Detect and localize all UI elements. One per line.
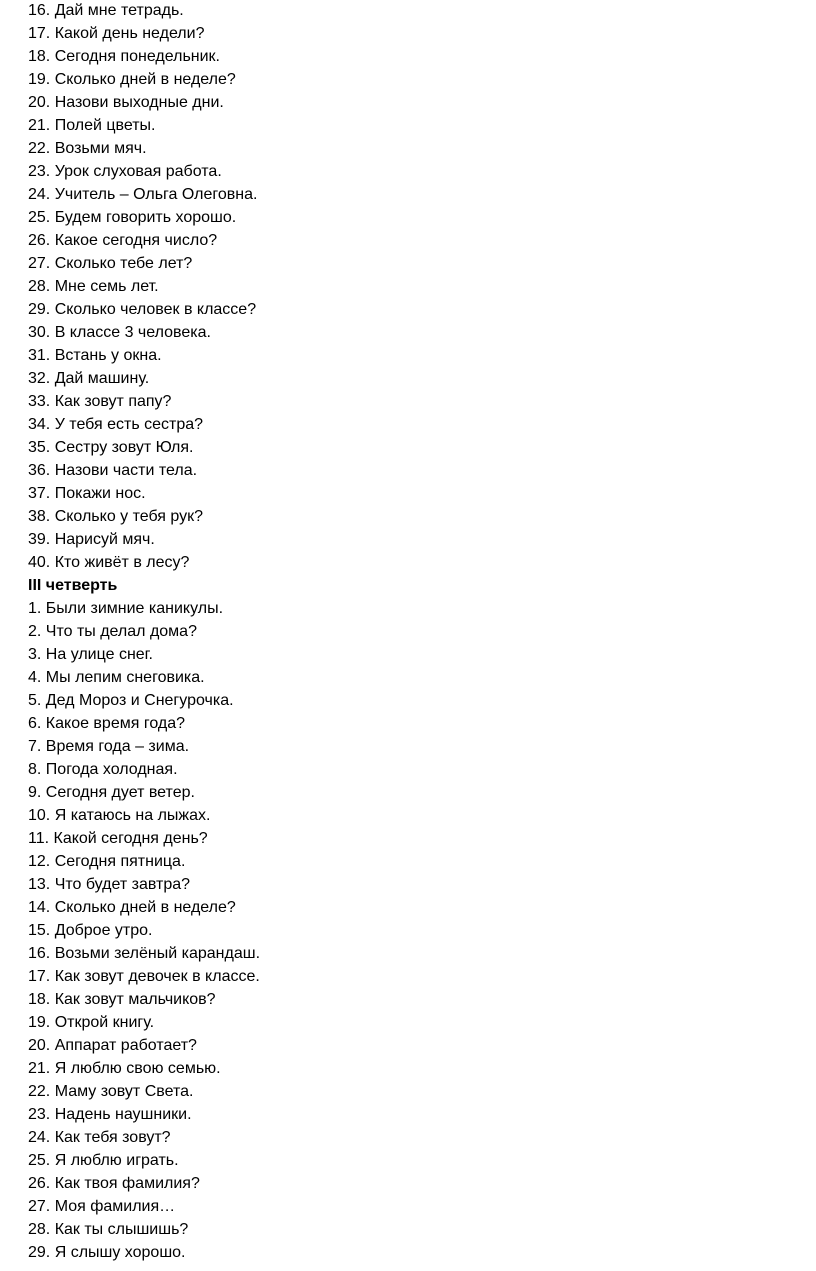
phrase-line: 31. Встань у окна.	[28, 347, 162, 364]
phrase-line: 34. У тебя есть сестра?	[28, 416, 204, 433]
phrase-line: 26. Какое сегодня число?	[28, 232, 218, 249]
phrase-line: 24. Учитель – Ольга Олеговна.	[28, 186, 258, 203]
section-heading: III четверть	[28, 577, 118, 594]
phrase-line: 13. Что будет завтра?	[28, 876, 191, 893]
phrase-line: 21. Я люблю свою семью.	[28, 1060, 221, 1077]
phrase-line: 27. Сколько тебе лет?	[28, 255, 193, 272]
phrase-line: 28. Мне семь лет.	[28, 278, 159, 295]
phrase-line: 20. Аппарат работает?	[28, 1037, 197, 1054]
phrase-line: 12. Сегодня пятница.	[28, 853, 186, 870]
phrase-line: 8. Погода холодная.	[28, 761, 178, 778]
phrase-list-third-quarter	[28, 597, 816, 1264]
phrase-line: 27. Моя фамилия…	[28, 1198, 176, 1215]
phrase-line: 15. Доброе утро.	[28, 922, 153, 939]
phrase-line: 9. Сегодня дует ветер.	[28, 784, 195, 801]
phrase-line: 21. Полей цветы.	[28, 117, 156, 134]
phrase-line: 33. Как зовут папу?	[28, 393, 172, 410]
phrase-line: 14. Сколько дней в неделе?	[28, 899, 236, 916]
phrase-line: 2. Что ты делал дома?	[28, 623, 197, 640]
phrase-line: 26. Как твоя фамилия?	[28, 1175, 200, 1192]
phrase-line: 30. В классе 3 человека.	[28, 324, 211, 341]
phrase-line: 16. Возьми зелёный карандаш.	[28, 945, 261, 962]
phrase-line: 38. Сколько у тебя рук?	[28, 508, 204, 525]
phrase-line: 22. Маму зовут Света.	[28, 1083, 194, 1100]
phrase-line: 25. Я люблю играть.	[28, 1152, 179, 1169]
phrase-line: 18. Сегодня понедельник.	[28, 48, 220, 65]
phrase-line: 17. Какой день недели?	[28, 25, 205, 42]
phrase-line: 29. Я слышу хорошо.	[28, 1244, 186, 1261]
phrase-line: 6. Какое время года?	[28, 715, 185, 732]
phrase-line: 10. Я катаюсь на лыжах.	[28, 807, 211, 824]
phrase-line: 17. Как зовут девочек в классе.	[28, 968, 260, 985]
phrase-line: 5. Дед Мороз и Снегурочка.	[28, 692, 234, 709]
phrase-line: 7. Время года – зима.	[28, 738, 190, 755]
phrase-line: 37. Покажи нос.	[28, 485, 146, 502]
phrase-line: 32. Дай машину.	[28, 370, 150, 387]
phrase-list-previous-quarter	[28, 0, 816, 574]
phrase-line: 22. Возьми мяч.	[28, 140, 147, 157]
phrase-line: 29. Сколько человек в классе?	[28, 301, 257, 318]
phrase-line: 23. Урок слуховая работа.	[28, 163, 222, 180]
phrase-line: 35. Сестру зовут Юля.	[28, 439, 194, 456]
phrase-line: 11. Какой сегодня день?	[28, 830, 208, 847]
phrase-line: 36. Назови части тела.	[28, 462, 198, 479]
phrase-line: 39. Нарисуй мяч.	[28, 531, 155, 548]
phrase-line: 18. Как зовут мальчиков?	[28, 991, 216, 1008]
phrase-line: 16. Дай мне тетрадь.	[28, 2, 184, 19]
phrase-line: 19. Открой книгу.	[28, 1014, 155, 1031]
phrase-line: 1. Были зимние каникулы.	[28, 600, 224, 617]
phrase-line: 23. Надень наушники.	[28, 1106, 192, 1123]
phrase-line: 20. Назови выходные дни.	[28, 94, 224, 111]
phrase-line: 40. Кто живёт в лесу?	[28, 554, 190, 571]
phrase-line: 19. Сколько дней в неделе?	[28, 71, 236, 88]
phrase-line: 4. Мы лепим снеговика.	[28, 669, 205, 686]
phrase-line: 24. Как тебя зовут?	[28, 1129, 171, 1146]
phrase-line: 28. Как ты слышишь?	[28, 1221, 189, 1238]
phrase-line: 25. Будем говорить хорошо.	[28, 209, 237, 226]
phrase-line: 3. На улице снег.	[28, 646, 153, 663]
